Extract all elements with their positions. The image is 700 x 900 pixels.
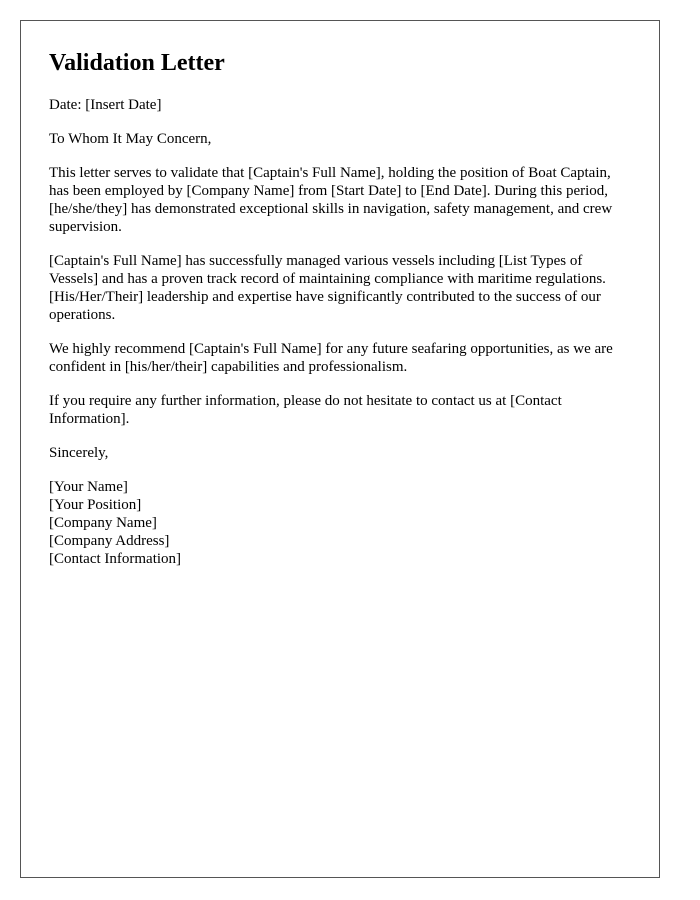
body-paragraph-3: We highly recommend [Captain's Full Name] for any future seafaring opportunities, as we are confident in [his/her/their] capabilities and professionalism. (49, 341, 613, 375)
signer-address: [Company Address] (49, 533, 170, 549)
body-paragraph-4: If you require any further information, please do not hesitate to contact us at [Contact Information]. (49, 393, 562, 427)
letter-title: Validation Letter (49, 50, 225, 76)
salutation: To Whom It May Concern, (49, 131, 212, 147)
date-line: Date: [Insert Date] (49, 97, 162, 113)
signer-name: [Your Name] (49, 479, 128, 495)
body-paragraph-1: This letter serves to validate that [Captain's Full Name], holding the position of Boat Captain, has been employed by [Company Name] from [Start Date] to [End Date]. During this period, [he/she/they] has demonstrated exceptional skills in navigation, safety management, and crew supervision. (49, 165, 613, 235)
signer-position: [Your Position] (49, 497, 142, 513)
closing: Sincerely, (49, 445, 109, 461)
signer-company: [Company Name] (49, 515, 157, 531)
body-paragraph-2: [Captain's Full Name] has successfully managed various vessels including [List Types of Vessels] and has a proven track record of maintaining compliance with maritime regulations. [His/Her/Their] leadership and expertise have significantly contributed to the success of our operations. (49, 253, 606, 323)
signature-block (49, 478, 631, 568)
letter-page (20, 20, 660, 878)
signer-contact: [Contact Information] (49, 551, 182, 567)
